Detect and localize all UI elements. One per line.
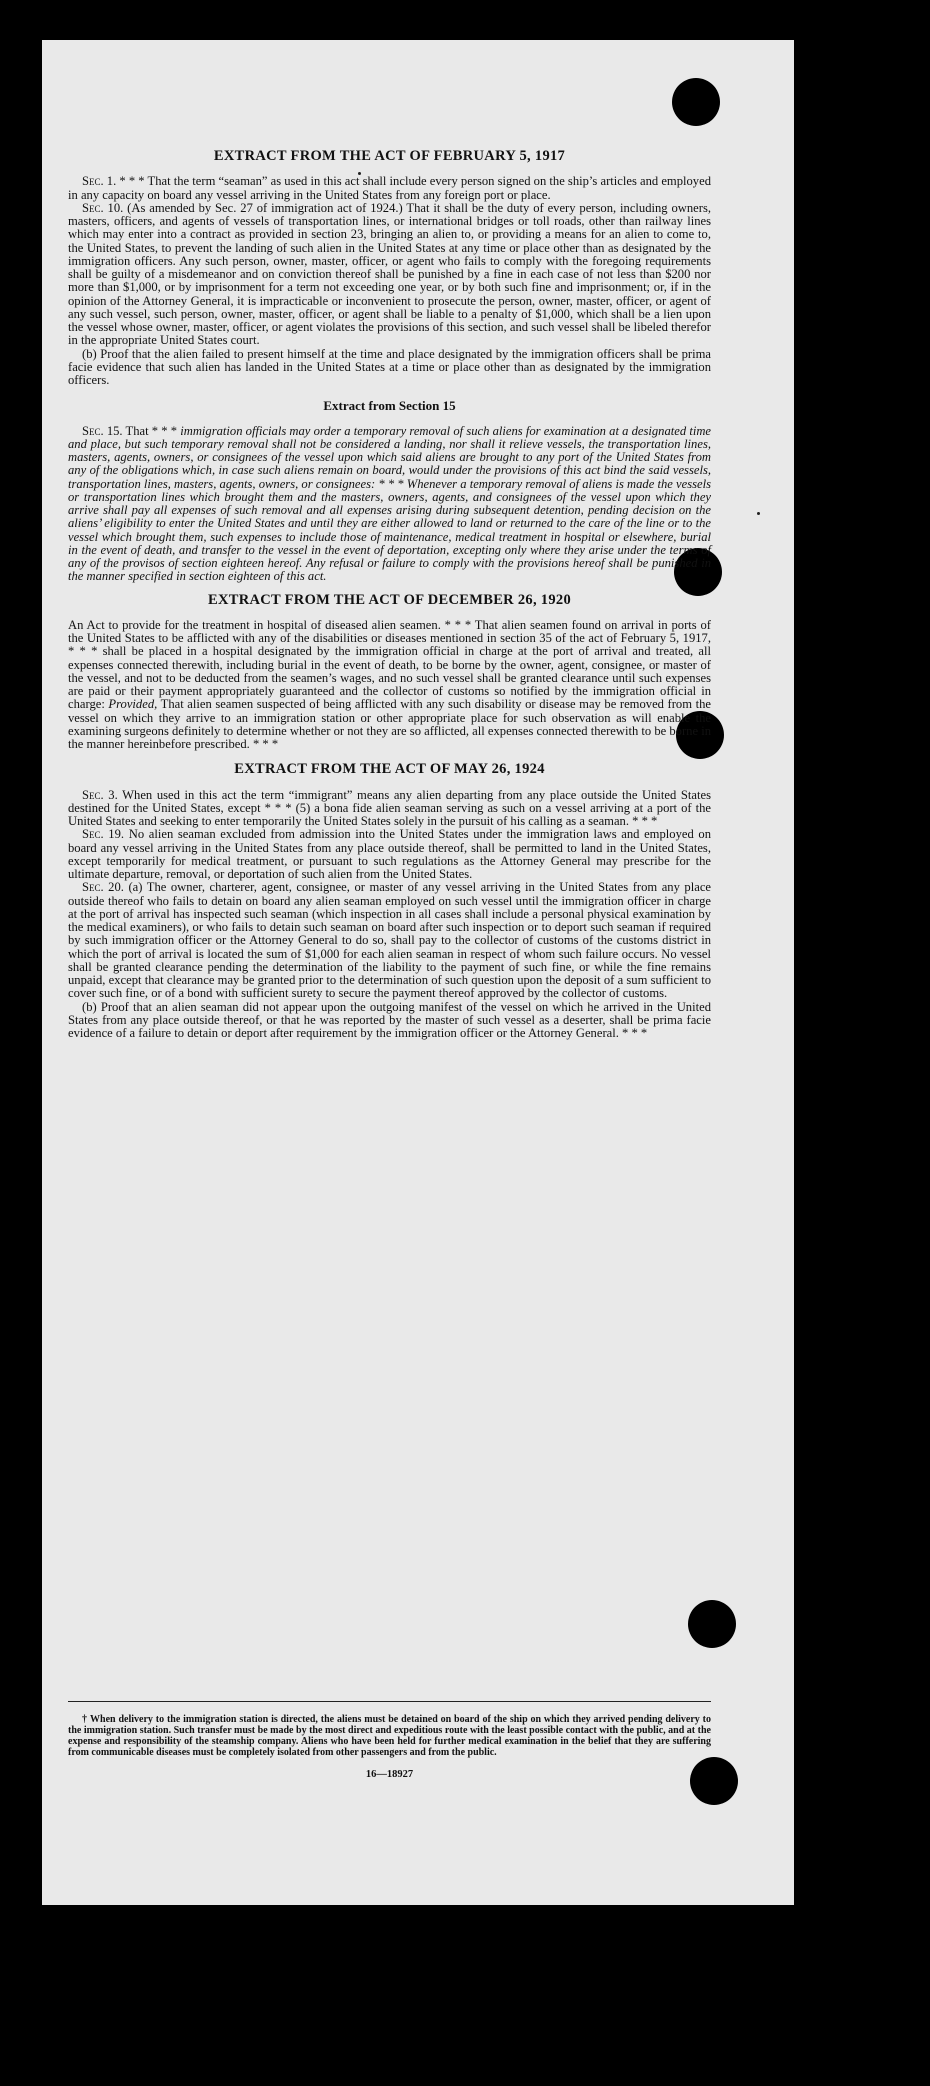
heading-act-1920: EXTRACT FROM THE ACT OF DECEMBER 26, 1920 — [207, 591, 572, 608]
paragraph-proof-seaman: (b) Proof that an alien seaman did not appear upon the outgoing manifest of the vessel on which he arrived in the United States from any place outside thereof, or that he was reported by the master of such vessel as a deserter, shall be prima facie evidence of a failure to detain or deport after requirement by the immigration officer or the Attorney General. * * * — [68, 999, 711, 1040]
document-body — [68, 150, 711, 1040]
footnote-divider — [68, 1701, 711, 1702]
heading-act-1917: EXTRACT FROM THE ACT OF FEBRUARY 5, 1917 — [213, 148, 566, 164]
paragraph-sec-1: Sec. 1. * * * That the term “seaman” as used in this act shall include every person signed on the ship’s articles and employed in any capacity on board any vessel arriving in the United States from any foreign port or place. — [68, 174, 711, 202]
punch-hole-lower — [688, 1600, 736, 1648]
speck — [757, 512, 760, 515]
punch-hole-top — [672, 78, 720, 126]
paragraph-sec-19: Sec. 19. No alien seaman excluded from admission into the United States under the immigration laws and employed on board any vessel arriving in the United States from any place outside thereof, shall be permitted to land in the United States, except temporarily for medical treatment, or pursuant to such regulations as the Attorney General may prescribe for the ultimate departure, removal, or deportation of such alien from the United States. — [68, 827, 711, 881]
footnote: † When delivery to the immigration station is directed, the aliens must be detained on board of the ship on which they arrived pending delivery to the immigration station. Such transfer must be made by the most direct and expeditious route with the least possible contact with the public, and at the expense and responsibility of the steamship company. Aliens who have been held for further medical examination in the belief that they are suffering from communicable diseases must be completely isolated from other passengers and from the public. — [68, 1714, 711, 1758]
paragraph-sec-10: Sec. 10. (As amended by Sec. 27 of immigration act of 1924.) That it shall be the duty of every person, including owners, masters, officers, and agents of vessels of transportation lines, or international bridges or toll roads, other than railway lines which may enter into a contract as provided in section 23, bringing an alien to, or providing a means for an alien to come to, the United States, to prevent the landing of such alien in the United States at any time or place other than as designated by the immigration officers. Any such person, owner, master, officer, or agent who fails to comply with the foregoing requirements shall be guilty of a misdemeanor and on conviction thereof shall be punished by a fine in each case of not less than $200 nor more than $1,000, or by imprisonment for a term not exceeding one year, or by both such fine and imprisonment; or, if in the opinion of the Attorney General, it is impracticable or inconvenient to prosecute the person, owner, master, officer, or agent of any such vessel, such person, owner, master, officer, or agent shall be liable to a penalty of $1,000, which shall be a lien upon the vessel whose owner, master, officer, or agent violates the provisions of this section, and such vessel shall be libeled therefor in the appropriate United States court. — [68, 200, 711, 348]
paragraph-sec-3: Sec. 3. When used in this act the term “immigrant” means any alien departing from any place outside the United States destined for the United States, except * * * (5) a bona fide alien seaman serving as such on a vessel arriving at a port of the United States and seeking to enter temporarily the United States solely in the pursuit of his calling as a seaman. * * * — [68, 787, 712, 828]
paragraph-act-1920: An Act to provide for the treatment in hospital of diseased alien seamen. * * * That alien seamen found on arrival in ports of the United States to be afflicted with any of the disabilities or diseases mentioned in section 35 of the act of February 5, 1917, * * * shall be placed in a hospital designated by the immigration official in charge at the port of arrival and treated, all expenses connected therewith, including burial in the event of death, to be borne by the owner, agent, consignee, or master of the vessel, and not to be deducted from the seamen’s wages, and no such vessel shall be granted clearance until such expenses are paid or their payment appropriately guaranteed and the collector of customs so notified by the immigration official in charge: Provided, That alien seamen suspected of being afflicted with any such disability or disease may be removed from the vessel on which they arrive to an immigration station or other appropriate place for such observation as will enable the examining surgeons definitely to determine whether or not they are so afflicted, all expenses connected therewith to be borne in the manner hereinbefore prescribed. * * * — [68, 617, 712, 751]
paragraph-proof-b: (b) Proof that the alien failed to present himself at the time and place designated by the immigration officers shall be prima facie evidence that such alien has landed in the United States at a time or place other than as designated by the immigration officers. — [68, 346, 711, 387]
footnote-block — [68, 1714, 711, 1781]
form-number: 16—18927 — [365, 1769, 414, 1780]
paragraph-sec-20: Sec. 20. (a) The owner, charterer, agent, consignee, or master of any vessel arriving in the United States from any place outside thereof who fails to detain on board any alien seaman employed on such vessel until the immigration officer in charge at the port of arrival has inspected such seaman (which inspection in all cases shall include a personal physical examination by the medical examiners), or who fails to detain such seaman on board after such inspection or to deport such seaman if required by such immigration officer or the Attorney General to do so, shall pay to the collector of customs of the customs district in which the port of arrival is located the sum of $1,000 for each alien seaman in respect of whom such failure occurs. No vessel shall be granted clearance pending the determination of the liability to the payment of such fine, or while the fine remains unpaid, except that clearance may be granted prior to the determination of such question upon the deposit of a sum sufficient to cover such fine, or of a bond with sufficient surety to secure the payment thereof approved by the collector of customs. — [68, 880, 711, 1001]
paragraph-sec-15: Sec. 15. That * * * immigration officials may order a temporary removal of such aliens for examination at a designated time and place, but such temporary removal shall not be considered a landing, nor shall it relieve vessels, the transportation lines, masters, agents, owners, or consignees of the vessel upon which said aliens are brought to any port of the United States from any of the obligations which, in case such aliens remain on board, would under the provisions of this act bind the said vessels, transportation lines, masters, agents, owners, or consignees: * * * Whenever a temporary removal of aliens is made the vessels or transportation lines which brought them and the masters, owners, agents, and consignees of the vessel upon which they arrive shall pay all expenses of such removal and all expenses arising during subsequent detention, pending decision on the aliens’ eligibility to enter the United States and until they are either allowed to land or returned to the care of the line or to the vessel which brought them, such expenses to include those of maintenance, medical treatment in hospital or elsewhere, burial in the event of death, and transfer to the vessel in the event of deportation, excepting only where they arise under the terms of any of the provisos of section eighteen hereof. Any refusal or failure to comply with the provisions hereof shall be punished in the manner specified in section eighteen of this act. — [68, 423, 712, 584]
heading-section-15: Extract from Section 15 — [323, 398, 456, 414]
heading-act-1924: EXTRACT FROM THE ACT OF MAY 26, 1924 — [234, 761, 545, 778]
